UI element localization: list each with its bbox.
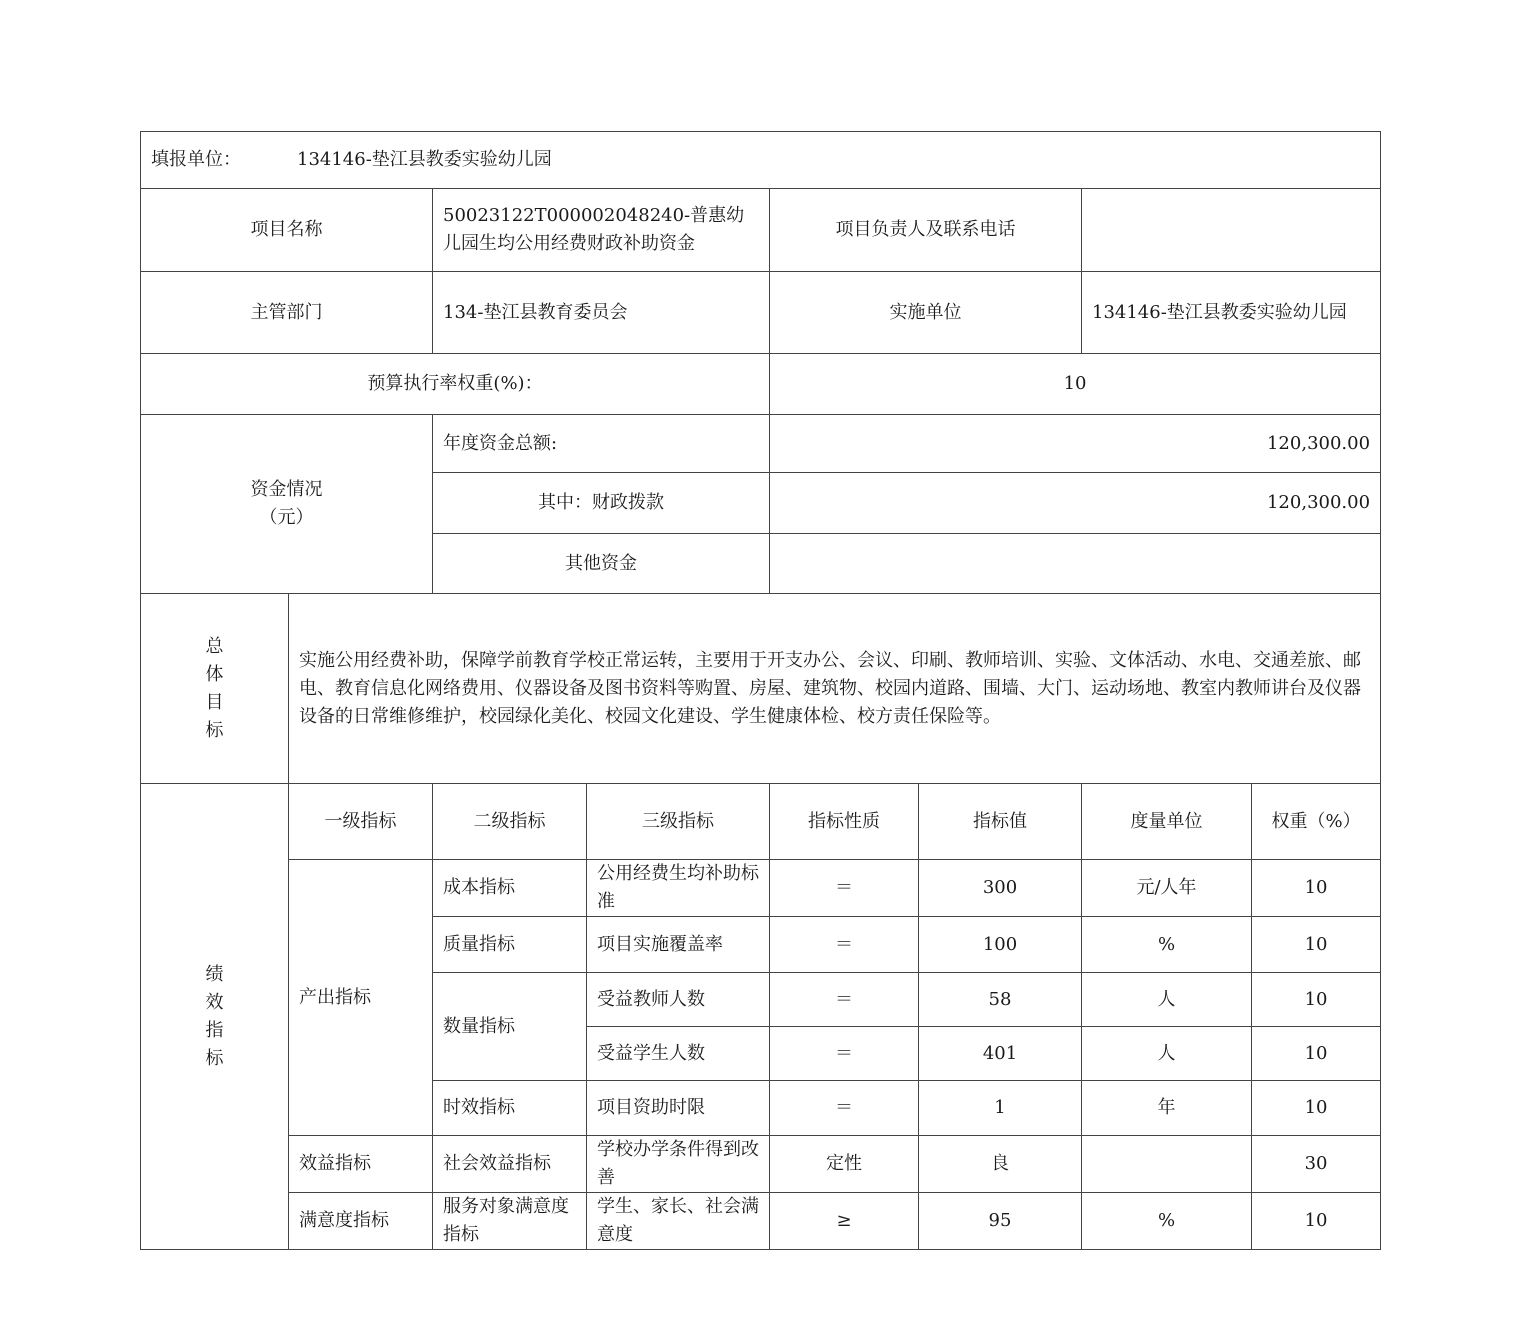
indicator-value: 401 [919, 1027, 1082, 1081]
satisfaction-indicator-label: 满意度指标 [289, 1193, 433, 1250]
indicator-unit: 元/人年 [1082, 860, 1252, 917]
indicator-unit: 年 [1082, 1081, 1252, 1136]
indicator-unit: 人 [1082, 973, 1252, 1027]
reporting-unit-value: 134146-垫江县教委实验幼儿园 [297, 149, 552, 170]
header-level2: 二级指标 [433, 784, 587, 860]
fiscal-funds-value: 120,300.00 [770, 473, 1381, 534]
reporting-unit-label: 填报单位： [151, 149, 241, 170]
department-value: 134-垫江县教育委员会 [433, 272, 770, 354]
social-benefit-indicator-label: 社会效益指标 [433, 1136, 587, 1193]
indicator-name: 项目实施覆盖率 [587, 917, 770, 973]
indicator-unit [1082, 1136, 1252, 1193]
perf-label-char: 指 [205, 1019, 224, 1041]
performance-indicators-label [141, 784, 289, 1250]
time-indicator-label: 时效指标 [433, 1081, 587, 1136]
indicator-name: 受益教师人数 [587, 973, 770, 1027]
implementing-unit-label: 实施单位 [770, 272, 1082, 354]
project-contact-label: 项目负责人及联系电话 [770, 189, 1082, 272]
indicator-nature: ≥ [770, 1193, 919, 1250]
table-row [141, 860, 1381, 917]
header-level1: 一级指标 [289, 784, 433, 860]
other-funds-value [770, 534, 1381, 594]
indicator-unit: % [1082, 917, 1252, 973]
indicator-value: 100 [919, 917, 1082, 973]
overall-goal-label [141, 594, 289, 784]
indicator-weight: 10 [1252, 917, 1381, 973]
quality-indicator-label: 质量指标 [433, 917, 587, 973]
project-contact-value [1082, 189, 1381, 272]
indicator-name: 学校办学条件得到改善 [587, 1136, 770, 1193]
table-row [141, 1193, 1381, 1250]
indicator-nature: ＝ [770, 917, 919, 973]
header-unit: 度量单位 [1082, 784, 1252, 860]
indicator-weight: 10 [1252, 1027, 1381, 1081]
indicator-value: 良 [919, 1136, 1082, 1193]
header-level3: 三级指标 [587, 784, 770, 860]
header-nature: 指标性质 [770, 784, 919, 860]
indicator-weight: 30 [1252, 1136, 1381, 1193]
indicator-value: 1 [919, 1081, 1082, 1136]
indicator-name: 受益学生人数 [587, 1027, 770, 1081]
overall-goal-text: 实施公用经费补助，保障学前教育学校正常运转，主要用于开支办公、会议、印刷、教师培训、实验、文体活动、水电、交通差旅、邮电、教育信息化网络费用、仪器设备及图书资料等购置、房屋、建筑物、校园内道路、围墙、大门、运动场地、教室内教师讲台及仪器设备的日常维修维护，校园绿化美化、校园文化建设、学生健康体检、校方责任保险等。 [289, 594, 1381, 784]
indicator-nature: 定性 [770, 1136, 919, 1193]
output-indicator-label: 产出指标 [289, 860, 433, 1136]
performance-target-table [140, 131, 1381, 1250]
indicator-weight: 10 [1252, 1081, 1381, 1136]
header-weight: 权重（%） [1252, 784, 1381, 860]
budget-weight-label: 预算执行率权重(%)： [141, 354, 770, 415]
indicator-unit: 人 [1082, 1027, 1252, 1081]
table-row [141, 1136, 1381, 1193]
department-label: 主管部门 [141, 272, 433, 354]
funds-label-line1: 资金情况 [250, 479, 323, 500]
goal-label-char: 体 [205, 663, 224, 685]
goal-label-char: 标 [205, 719, 224, 741]
project-name-label: 项目名称 [141, 189, 433, 272]
project-name-value: 50023122T000002048240-普惠幼儿园生均公用经费财政补助资金 [433, 189, 770, 272]
funds-label [141, 415, 433, 594]
goal-label-char: 目 [205, 691, 224, 713]
indicator-nature: ＝ [770, 1081, 919, 1136]
indicator-nature: ＝ [770, 860, 919, 917]
indicator-weight: 10 [1252, 1193, 1381, 1250]
indicator-name: 项目资助时限 [587, 1081, 770, 1136]
fiscal-funds-label: 其中：财政拨款 [433, 473, 770, 534]
total-funds-value: 120,300.00 [770, 415, 1381, 473]
indicator-nature: ＝ [770, 1027, 919, 1081]
other-funds-label: 其他资金 [433, 534, 770, 594]
perf-label-char: 标 [205, 1047, 224, 1069]
indicator-value: 300 [919, 860, 1082, 917]
header-value: 指标值 [919, 784, 1082, 860]
implementing-unit-value: 134146-垫江县教委实验幼儿园 [1082, 272, 1381, 354]
funds-label-line2: （元） [259, 507, 314, 528]
goal-label-char: 总 [205, 635, 224, 657]
indicator-name: 学生、家长、社会满意度 [587, 1193, 770, 1250]
indicator-value: 58 [919, 973, 1082, 1027]
reporting-unit-row [141, 132, 1381, 189]
indicator-name: 公用经费生均补助标准 [587, 860, 770, 917]
cost-indicator-label: 成本指标 [433, 860, 587, 917]
service-satisfaction-indicator-label: 服务对象满意度指标 [433, 1193, 587, 1250]
total-funds-label: 年度资金总额: [433, 415, 770, 473]
budget-weight-value: 10 [770, 354, 1381, 415]
quantity-indicator-label: 数量指标 [433, 973, 587, 1081]
indicator-nature: ＝ [770, 973, 919, 1027]
perf-label-char: 绩 [205, 963, 224, 985]
indicator-weight: 10 [1252, 973, 1381, 1027]
indicator-unit: % [1082, 1193, 1252, 1250]
indicator-weight: 10 [1252, 860, 1381, 917]
indicator-value: 95 [919, 1193, 1082, 1250]
benefit-indicator-label: 效益指标 [289, 1136, 433, 1193]
perf-label-char: 效 [205, 991, 224, 1013]
